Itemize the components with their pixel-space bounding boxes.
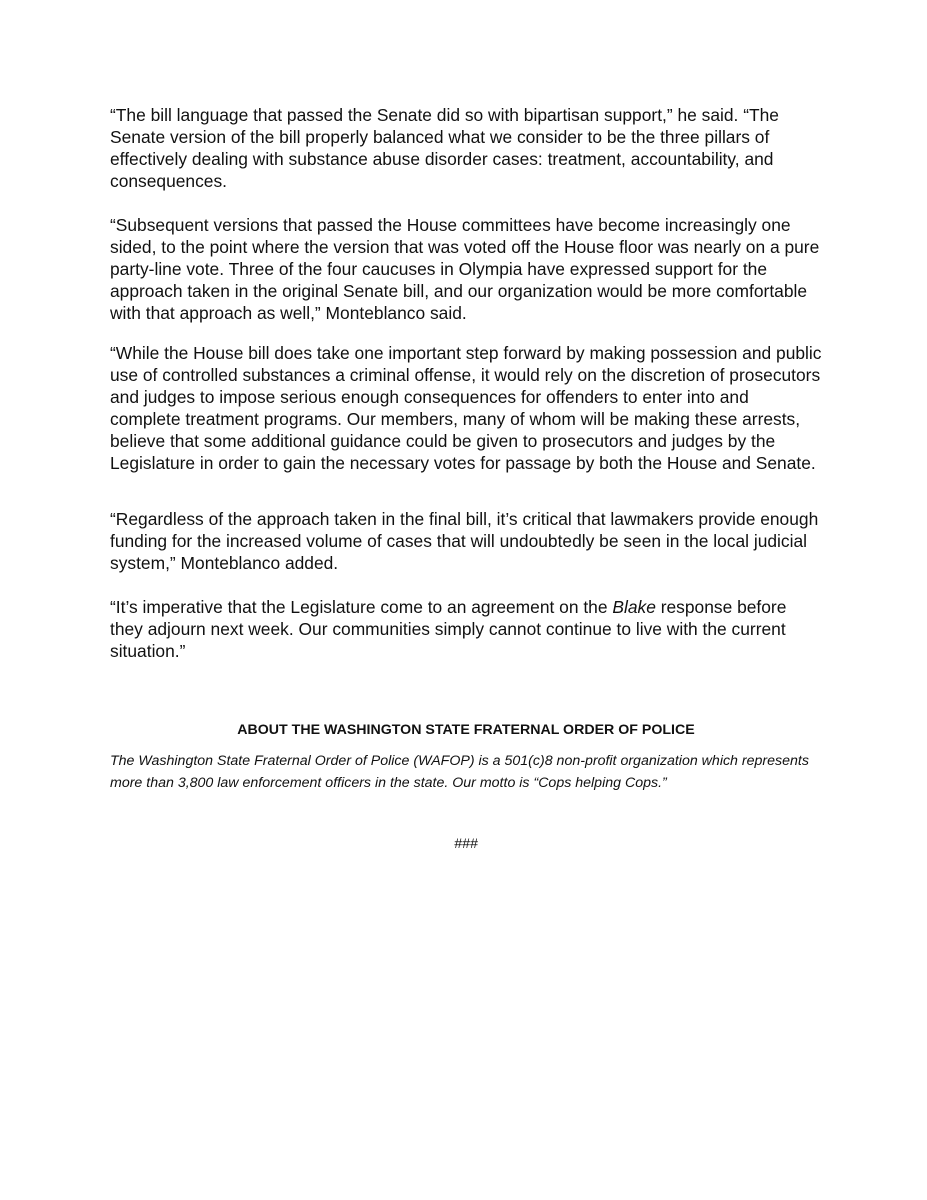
paragraph-blake-before: “It’s imperative that the Legislature come to an agreement on the (110, 597, 613, 617)
paragraph-house-bill: “While the House bill does take one important step forward by making possession and public use of controlled substances a criminal offense, it would rely on the discretion of prosecutors and judges to impose serious enough consequences for offenders to enter into and complete treatment programs. Our members, many of whom will be making these arrests, believe that some additional guidance could be given to prosecutors and judges by the Legislature in order to gain the necessary votes for passage by both the House and Senate. (110, 343, 822, 473)
paragraph-house-versions: “Subsequent versions that passed the House committees have become increasingly one sided, to the point where the version that was voted off the House floor was nearly on a pure party-line vote. Three of the four caucuses in Olympia have expressed support for the approach taken in the original Senate bill, and our organization would be more comfortable with that approach as well,” Monteblanco said. (110, 215, 820, 323)
paragraph-funding: “Regardless of the approach taken in the final bill, it’s critical that lawmakers provide enough funding for the increased volume of cases that will undoubtedly be seen in the local judicial system,” Monteblanco added. (110, 509, 819, 573)
about-heading: ABOUT THE WASHINGTON STATE FRATERNAL ORDER OF POLICE (237, 722, 695, 738)
paragraph-blake-response (110, 596, 822, 662)
about-text: The Washington State Fraternal Order of Police (WAFOP) is a 501(c)8 non-profit organization which represents more than 3,800 law enforcement officers in the state. Our motto is “Cops helping Cops.” (110, 753, 809, 791)
paragraph-senate-bill: “The bill language that passed the Senate did so with bipartisan support,” he said. “The Senate version of the bill properly balanced what we consider to be the three pillars of effectively dealing with substance abuse disorder cases: treatment, accountability, and consequences. (110, 105, 779, 191)
paragraph-blake-after: response before they adjourn next week. Our communities simply cannot continue to live with the current situation.” (110, 597, 787, 661)
end-mark: ### (454, 836, 478, 852)
blake-emphasis: Blake (612, 597, 656, 617)
